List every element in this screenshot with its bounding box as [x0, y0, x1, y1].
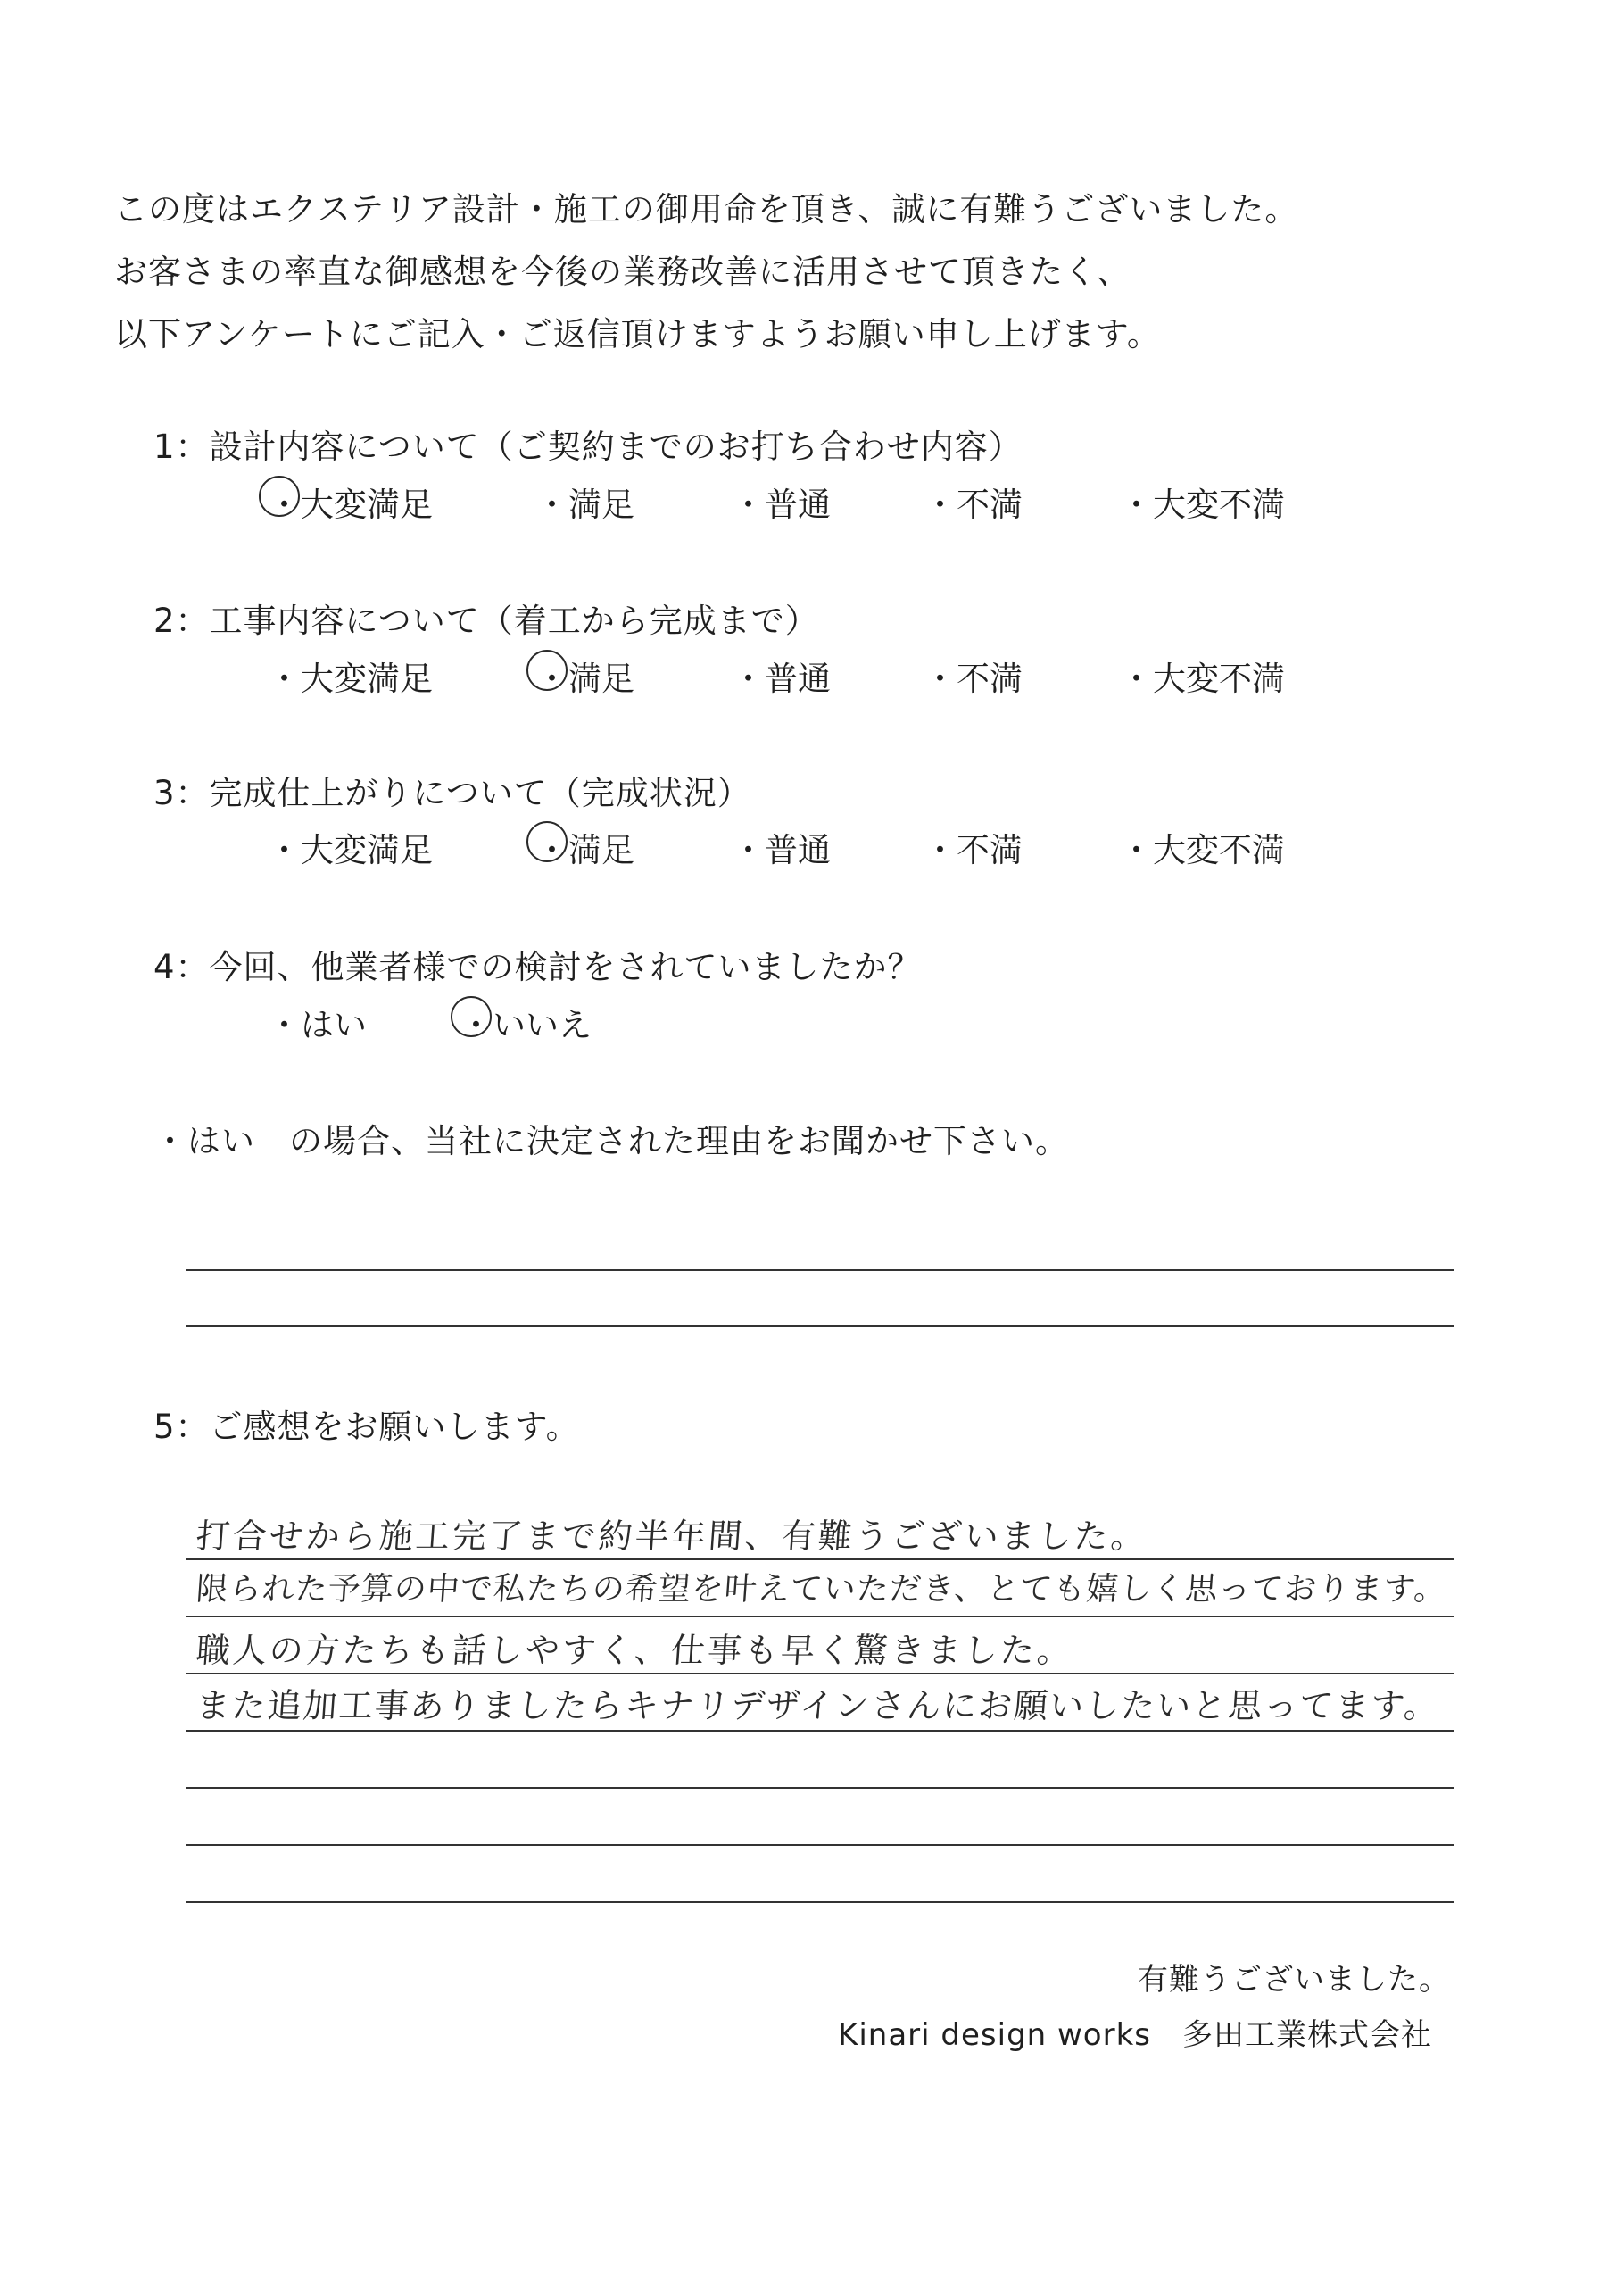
reason-prompt: ・はい の場合、当社に決定された理由をお聞かせ下さい。 — [153, 1122, 1069, 1160]
option-very-satisfied[interactable]: ・大変満足 — [268, 660, 433, 698]
intro-text — [114, 179, 1298, 366]
option-satisfied[interactable]: ・満足 — [535, 486, 634, 524]
question-3: 3：完成仕上がりについて（完成状況） — [153, 774, 751, 812]
handwritten-line-4: また追加工事ありましたらキナリデザインさんにお願いしたいと思ってます。 — [195, 1686, 1441, 1725]
selected-circle-mark — [526, 821, 568, 862]
answer-line — [186, 1558, 1454, 1560]
question-2: 2：工事内容について（着工から完成まで） — [153, 602, 819, 640]
question-1: 1：設計内容について（ご契約までのお打ち合わせ内容） — [153, 428, 1023, 466]
answer-line — [186, 1730, 1454, 1732]
option-satisfied[interactable]: ・満足 — [535, 652, 634, 700]
question-3-options — [268, 823, 1428, 868]
option-very-dissatisfied[interactable]: ・大変不満 — [1120, 831, 1285, 869]
company-name: Kinari design works 多田工業株式会社 — [838, 2017, 1432, 2053]
option-dissatisfied[interactable]: ・不満 — [924, 831, 1023, 869]
answer-line — [186, 1325, 1454, 1327]
handwritten-line-2: 限られた予算の中で私たちの希望を叶えていただき、とても嬉しく思っております。 — [195, 1571, 1448, 1608]
selected-circle-mark — [526, 650, 568, 691]
selected-circle-mark — [259, 476, 300, 517]
question-1-options — [268, 478, 1428, 522]
handwritten-line-1: 打合せから施工完了まで約半年間、有難うございました。 — [195, 1516, 1149, 1556]
answer-line — [186, 1616, 1454, 1617]
question-4: 4：今回、他業者様での検討をされていましたか？ — [153, 948, 922, 986]
answer-line — [186, 1673, 1454, 1674]
option-average[interactable]: ・普通 — [732, 486, 831, 524]
closing-thanks: 有難うございました。 — [1138, 1962, 1450, 1998]
answer-line — [186, 1901, 1454, 1903]
selected-circle-mark — [451, 996, 492, 1037]
option-yes[interactable]: ・はい — [268, 1006, 367, 1044]
intro-line-2: お客さまの率直な御感想を今後の業務改善に活用させて頂きたく、 — [114, 253, 1131, 291]
handwritten-line-3: 職人の方たちも話しやすく、仕事も早く驚きました。 — [195, 1631, 1075, 1670]
answer-line — [186, 1787, 1454, 1789]
option-satisfied[interactable]: ・満足 — [535, 823, 634, 871]
question-2-options — [268, 652, 1428, 696]
option-very-satisfied[interactable]: ・大変満足 — [268, 478, 433, 526]
option-dissatisfied[interactable]: ・不満 — [924, 486, 1023, 524]
answer-line — [186, 1844, 1454, 1846]
intro-line-3: 以下アンケートにご記入・ご返信頂けますようお願い申し上げます。 — [114, 315, 1161, 353]
question-5: 5：ご感想をお願いします。 — [153, 1408, 580, 1446]
intro-line-1: この度はエクステリア設計・施工の御用命を頂き、誠に有難うございました。 — [114, 190, 1299, 228]
option-very-dissatisfied[interactable]: ・大変不満 — [1120, 486, 1285, 524]
answer-line — [186, 1269, 1454, 1271]
option-very-satisfied[interactable]: ・大変満足 — [268, 831, 433, 869]
option-no[interactable]: ・いいえ — [460, 998, 592, 1046]
option-average[interactable]: ・普通 — [732, 660, 831, 698]
option-average[interactable]: ・普通 — [732, 831, 831, 869]
option-dissatisfied[interactable]: ・不満 — [924, 660, 1023, 698]
option-very-dissatisfied[interactable]: ・大変不満 — [1120, 660, 1285, 698]
question-4-options — [268, 998, 803, 1043]
